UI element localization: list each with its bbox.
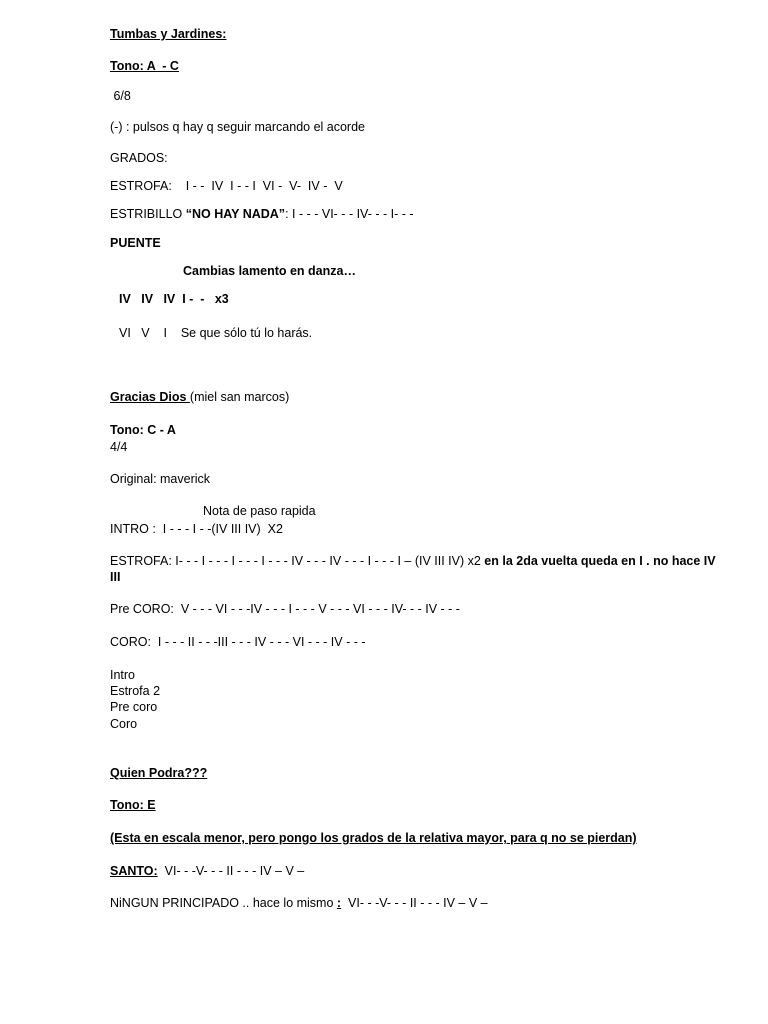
puente-label: PUENTE (110, 236, 161, 250)
estribillo-chords (110, 206, 414, 222)
puente-lyric: Cambias lamento en danza… (183, 264, 356, 278)
song-key: Tono: A - C (110, 59, 179, 73)
estribillo-progression: : I - - - VI- - - IV- - - I- - - (285, 207, 414, 221)
estrofa-note: en la 2da vuelta queda en I . no hace IV III (110, 554, 716, 584)
note-text: (-) : pulsos q hay q seguir marcando el acorde (110, 120, 365, 134)
song-title: Tumbas y Jardines: (110, 27, 227, 41)
order-item: Intro (110, 668, 136, 682)
time-signature: 6/8 (110, 89, 131, 103)
song-subtitle: (miel san marcos) (189, 390, 290, 404)
order-item: Pre coro (110, 700, 158, 714)
santo-chords (110, 863, 304, 879)
intro-chords: INTRO : I - - - I - -(IV III IV) X2 (110, 522, 283, 536)
passing-note-label: Nota de paso rapida (203, 504, 316, 518)
grados-label: GRADOS: (110, 151, 168, 165)
puente-chords-2: VI V I Se que sólo tú lo harás. (119, 326, 313, 340)
santo-label: SANTO: (110, 864, 158, 878)
order-item: Coro (110, 717, 138, 731)
estribillo-label: ESTRIBILLO (110, 207, 186, 221)
estrofa-progression: ESTROFA: I- - - I - - - I - - - I - - - IV - - - IV - - - I - - - I – (IV III IV) x2 (110, 554, 485, 568)
order-item: Estrofa 2 (110, 684, 161, 698)
song-title-line (110, 389, 289, 405)
ningun-colon: : (336, 896, 342, 910)
puente-chords: IV IV IV I - - x3 (119, 292, 229, 306)
time-signature: 4/4 (110, 440, 128, 454)
estribillo-name: “NO HAY NADA” (185, 207, 286, 221)
precoro-chords: Pre CORO: V - - - VI - - -IV - - - I - - - V - - - VI - - - IV- - - IV - - - (110, 602, 460, 616)
estrofa-chords (110, 553, 725, 585)
song-title: Gracias Dios (110, 390, 190, 404)
song-title: Quien Podra??? (110, 766, 208, 780)
original-artist: Original: maverick (110, 472, 211, 486)
estrofa-chords: ESTROFA: I - - IV I - - I VI - V- IV - V (110, 179, 343, 193)
ningun-label: NiNGUN PRINCIPADO .. hace lo mismo (110, 896, 337, 910)
coro-chords: CORO: I - - - II - - -III - - - IV - - - VI - - - IV - - - (110, 635, 366, 649)
scale-note: (Esta en escala menor, pero pongo los grados de la relativa mayor, para q no se pierdan) (110, 831, 637, 845)
ningun-progression: VI- - -V- - - II - - - IV – V – (341, 896, 488, 910)
song-key: Tono: C - A (110, 423, 176, 437)
song-key: Tono: E (110, 798, 156, 812)
ningun-chords (110, 895, 488, 911)
santo-progression: VI- - -V- - - II - - - IV – V – (157, 864, 305, 878)
